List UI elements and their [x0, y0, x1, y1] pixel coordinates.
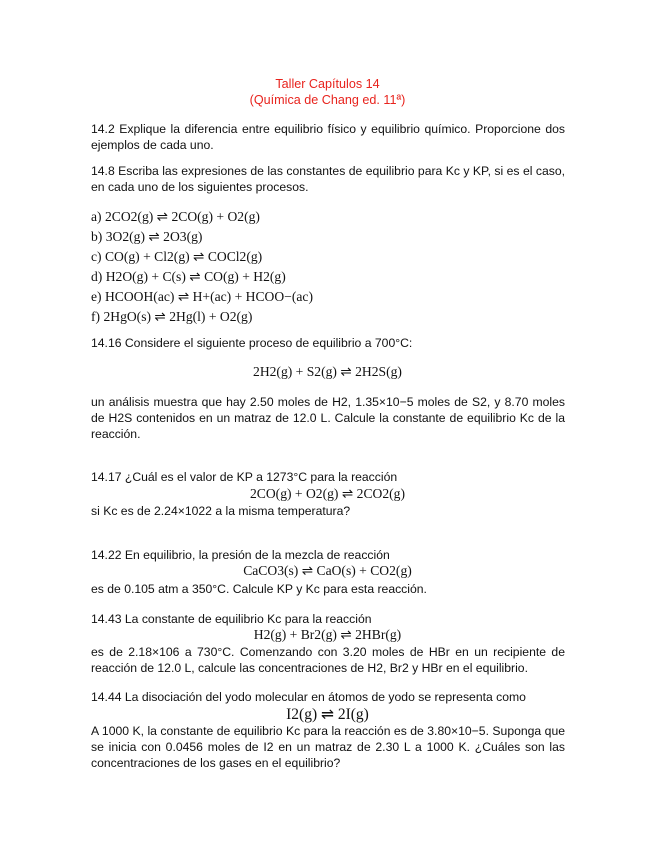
question-14-22-intro: 14.22 En equilibrio, la presión de la mezcla de reacción [91, 548, 390, 562]
question-14-17-text: si Kc es de 2.24×1022 a la misma temperatura? [91, 504, 351, 518]
reaction-f: f) 2HgO(s) ⇌ 2Hg(l) + O2(g) [91, 309, 253, 324]
question-14-44-text: A 1000 K, la constante de equilibrio Kc para la reacción es de 3.80×10−5. Suponga que se inicia con 0.0456 moles de I2 en un matraz de 2.30 L a 1000 K. ¿Cuáles son las concentraciones de los gases en el equilibrio? [91, 724, 565, 770]
reaction-e: e) HCOOH(ac) ⇌ H+(ac) + HCOO−(ac) [91, 289, 313, 304]
question-14-2: 14.2 Explique la diferencia entre equilibrio físico y equilibrio químico. Proporcione dos ejemplos de cada uno. [91, 122, 565, 152]
reaction-a: a) 2CO2(g) ⇌ 2CO(g) + O2(g) [91, 209, 260, 224]
question-14-16-intro: 14.16 Considere el siguiente proceso de equilibrio a 700°C: [91, 336, 413, 350]
reaction-b: b) 3O2(g) ⇌ 2O3(g) [91, 229, 203, 244]
question-14-16-equation: 2H2(g) + S2(g) ⇌ 2H2S(g) [253, 364, 402, 379]
question-14-43-text: es de 2.18×106 a 730°C. Comenzando con 3.20 moles de HBr en un recipiente de reacción de 12.0 L, calcule las concentraciones de H2, Br2 y HBr en el equilibrio. [91, 645, 565, 675]
page-subtitle: (Química de Chang ed. 11ª) [249, 93, 406, 107]
question-14-43-equation: H2(g) + Br2(g) ⇌ 2HBr(g) [253, 627, 402, 642]
question-14-22-text: es de 0.105 atm a 350°C. Calcule KP y Kc para esta reacción. [91, 582, 427, 596]
question-14-17-intro: 14.17 ¿Cuál es el valor de KP a 1273°C para la reacción [91, 470, 398, 484]
reaction-c: c) CO(g) + Cl2(g) ⇌ COCl2(g) [91, 249, 263, 264]
question-14-17-equation: 2CO(g) + O2(g) ⇌ 2CO2(g) [250, 486, 405, 501]
page-title: Taller Capítulos 14 [275, 77, 380, 91]
question-14-43-intro: 14.43 La constante de equilibrio Kc para la reacción [91, 612, 372, 626]
question-14-16-text: un análisis muestra que hay 2.50 moles de H2, 1.35×10−5 moles de S2, y 8.70 moles de H2S contenidos en un matraz de 12.0 L. Calcule la constante de equilibrio Kc de la reacción. [91, 395, 565, 441]
question-14-44-intro: 14.44 La disociación del yodo molecular en átomos de yodo se representa como [91, 690, 526, 704]
question-14-44-equation: I2(g) ⇌ 2I(g) [286, 706, 369, 723]
question-14-8: 14.8 Escriba las expresiones de las constantes de equilibrio para Kc y KP, si es el caso, en cada uno de los siguientes procesos. [91, 164, 565, 194]
question-14-22-equation: CaCO3(s) ⇌ CaO(s) + CO2(g) [243, 563, 412, 578]
reaction-d: d) H2O(g) + C(s) ⇌ CO(g) + H2(g) [91, 269, 286, 284]
